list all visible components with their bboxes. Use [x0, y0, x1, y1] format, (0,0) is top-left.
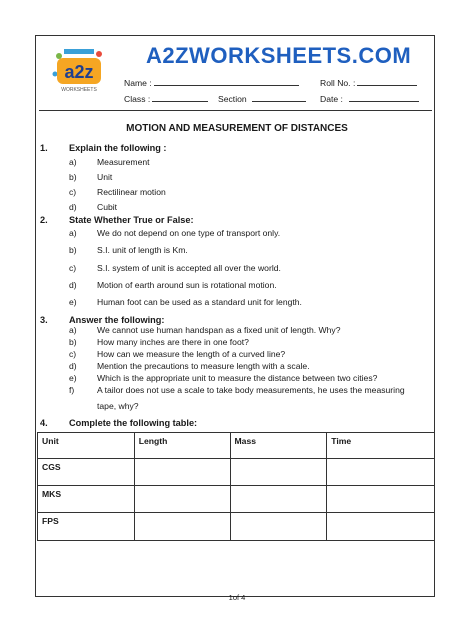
q1-item-letter: c)	[69, 187, 77, 197]
table-header-unit: Unit	[38, 433, 135, 459]
q2-item-text: S.I. unit of length is Km.	[97, 245, 188, 255]
q2-item-text: Human foot can be used as a standard unit for length.	[97, 297, 302, 307]
q3-item-text: How many inches are there in one foot?	[97, 337, 249, 347]
table-header-mass: Mass	[230, 433, 327, 459]
q3-item-text: Which is the appropriate unit to measure the distance between two cities?	[97, 373, 378, 383]
table-row-label: MKS	[38, 486, 135, 513]
units-table	[37, 432, 435, 541]
q3-item-letter: f)	[69, 385, 75, 395]
q2-text: State Whether True or False:	[69, 215, 194, 225]
q3-item-text: We cannot use human handspan as a fixed unit of length. Why?	[97, 325, 341, 335]
q2-item-letter: a)	[69, 228, 77, 238]
table-header-time: Time	[327, 433, 435, 459]
q2-number: 2.	[40, 215, 48, 225]
table-cell[interactable]	[134, 513, 230, 541]
date-label: Date :	[320, 94, 343, 104]
name-field	[124, 77, 299, 88]
table-cell[interactable]	[327, 486, 435, 513]
table-cell[interactable]	[134, 486, 230, 513]
q2-item-text: S.I. system of unit is accepted all over the world.	[97, 263, 281, 273]
class-line[interactable]	[152, 93, 208, 102]
q3-text: Answer the following:	[69, 315, 165, 325]
table-cell[interactable]	[230, 513, 327, 541]
q2-item-letter: b)	[69, 245, 77, 255]
table-cell[interactable]	[327, 459, 435, 486]
table-cell[interactable]	[230, 486, 327, 513]
page-number: 1of 4	[228, 593, 246, 602]
q1-number: 1.	[40, 143, 48, 153]
q1-item-letter: b)	[69, 172, 77, 182]
name-label: Name :	[124, 78, 152, 88]
worksheet-title: MOTION AND MEASUREMENT OF DISTANCES	[126, 123, 348, 134]
q1-item-text: Cubit	[97, 202, 118, 212]
class-field	[124, 93, 208, 104]
q1-item-letter: d)	[69, 202, 77, 212]
logo-subtext: WORKSHEETS	[61, 87, 97, 93]
date-line[interactable]	[349, 93, 419, 102]
table-cell[interactable]	[230, 459, 327, 486]
table-cell[interactable]	[327, 513, 435, 541]
section-label: Section	[218, 94, 247, 104]
class-label: Class :	[124, 94, 151, 104]
q4-text: Complete the following table:	[69, 418, 198, 428]
site-title: A2ZWORKSHEETS.COM	[146, 43, 412, 68]
roll-label: Roll No. :	[320, 78, 356, 88]
q3-item-letter: b)	[69, 337, 77, 347]
q2-item-text: Motion of earth around sun is rotational motion.	[97, 280, 277, 290]
table-cell[interactable]	[134, 459, 230, 486]
q3-item-letter: e)	[69, 373, 77, 383]
section-line[interactable]	[252, 93, 306, 102]
table-row-label: CGS	[38, 459, 135, 486]
name-line[interactable]	[154, 77, 299, 86]
date-field	[320, 93, 419, 104]
table-header-length: Length	[134, 433, 230, 459]
q4-number: 4.	[40, 418, 48, 428]
roll-line[interactable]	[357, 77, 417, 86]
q1-item-letter: a)	[69, 157, 77, 167]
roll-field	[320, 77, 417, 88]
q1-item-text: Unit	[97, 172, 113, 182]
q3-item-text: Mention the precautions to measure length with a scale.	[97, 361, 310, 371]
a2z-logo	[49, 44, 109, 94]
q1-text: Explain the following :	[69, 143, 167, 153]
q2-item-text: We do not depend on one type of transport only.	[97, 228, 281, 238]
q3-item-letter: d)	[69, 361, 77, 371]
header-divider	[39, 110, 432, 111]
q3-number: 3.	[40, 315, 48, 325]
q3-item-letter: c)	[69, 349, 77, 359]
q2-item-letter: e)	[69, 297, 77, 307]
q1-item-text: Rectilinear motion	[97, 187, 166, 197]
logo-text: a2z	[64, 62, 94, 82]
q3-item-continuation: tape, why?	[97, 401, 139, 411]
q2-item-letter: d)	[69, 280, 77, 290]
table-row-label: FPS	[38, 513, 135, 541]
q3-item-text: How can we measure the length of a curved line?	[97, 349, 286, 359]
q3-item-text: A tailor does not use a scale to take body measurements, he uses the measuring	[97, 385, 405, 395]
q1-item-text: Measurement	[97, 157, 150, 167]
q3-item-letter: a)	[69, 325, 77, 335]
section-field	[218, 93, 306, 104]
q2-item-letter: c)	[69, 263, 77, 273]
